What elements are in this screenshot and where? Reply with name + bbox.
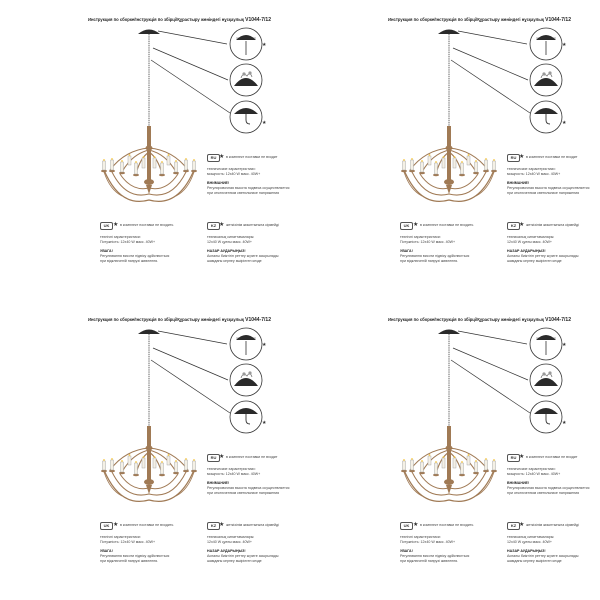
ru-specs-title: технические характеристики: <box>207 167 256 171</box>
pointer-line <box>153 348 228 380</box>
lang-badge-kz: KZ <box>507 522 520 530</box>
svg-text:★: ★ <box>562 42 567 48</box>
lang-badge-kz: KZ <box>207 522 220 530</box>
star-icon: ★ <box>219 454 225 460</box>
kz-warning-line1: Аспалы биіктігін реттеу жүзеге асырылады <box>507 254 579 258</box>
chandelier-body <box>101 126 197 201</box>
star-icon: ★ <box>413 222 419 228</box>
uk-warning-line1: Регулювання висоти підвісу здійснюється <box>100 554 170 558</box>
kz-warning-line2: шамдағы кернеу өшірілген кезде <box>207 259 262 263</box>
lang-badge-ru: RU <box>507 154 520 162</box>
ru-warning-title: ВНИМАНИЕ! <box>207 481 230 485</box>
uk-warning-line1: Регулювання висоти підвісу здійснюється <box>100 254 170 258</box>
kz-warning-line1: Аспалы биіктігін реттеу жүзеге асырылады <box>507 554 579 558</box>
pointer-line <box>158 331 227 344</box>
ru-warning-title: ВНИМАНИЕ! <box>207 181 230 185</box>
pointer-line <box>151 360 230 413</box>
pointer-line <box>458 331 527 344</box>
model-number: V1044-7/12 <box>245 317 271 323</box>
lang-badge-ru: RU <box>207 454 220 462</box>
model-number: V1044-7/12 <box>545 317 571 323</box>
instruction-sheet <box>0 300 300 600</box>
kz-warning-line2: шамдағы кернеу өшірілген кезде <box>507 259 562 263</box>
kz-specs-line: 12х40 W қуаты макс. 40W+ <box>507 540 553 544</box>
kz-specs-title: техникалық сипаттамалары: <box>207 535 255 539</box>
svg-text:★: ★ <box>262 420 267 426</box>
detail-circle-hook <box>230 101 267 133</box>
ru-specs-line: мощность: 12х40 W макс. 40W+ <box>507 172 561 176</box>
ru-warning-line1: Регулировочная высота подвеса осуществляется <box>207 486 290 490</box>
chandelier-body <box>401 126 497 201</box>
header-title: Инструкция по сборке/Інструкція по збірці/Құрастыру жөніндегі нұсқаулық <box>388 317 544 322</box>
pointer-line <box>151 60 230 113</box>
ru-not-included: в комплект поставки не входит <box>226 455 278 459</box>
ru-warning-line1: Регулировочная высота подвеса осуществляется <box>207 186 290 190</box>
uk-warning-line2: при відключеній напрузі живлення. <box>100 259 159 263</box>
ceiling-canopy <box>438 30 460 35</box>
chandelier-body <box>101 426 197 501</box>
uk-specs-title: технічні характеристики: <box>400 535 441 539</box>
star-icon: ★ <box>219 154 225 160</box>
instruction-sheet <box>0 0 300 300</box>
star-icon: ★ <box>519 454 525 460</box>
detail-circle-mount <box>530 328 567 360</box>
ru-warning-line1: Регулировочная высота подвеса осуществляется <box>507 186 590 190</box>
ru-warning-line2: при отключенном светильнике напряжения <box>207 191 280 195</box>
lang-badge-uk: UK <box>400 222 413 230</box>
pointer-line <box>458 31 527 44</box>
kz-specs-title: техникалық сипаттамалары: <box>507 235 555 239</box>
pointer-line <box>158 31 227 44</box>
uk-warning-title: УВАГА! <box>100 549 113 553</box>
pointer-line <box>453 348 528 380</box>
pointer-line <box>453 48 528 80</box>
header-title: Инструкция по сборке/Інструкція по збірці/Құрастыру жөніндегі нұсқаулық <box>88 17 244 22</box>
uk-not-included: в комплект поставки не входить <box>120 223 174 227</box>
detail-circle-wiring <box>230 64 262 96</box>
ru-not-included: в комплект поставки не входит <box>526 155 578 159</box>
kz-not-included: жеткізілім жиынтығына кірмейді <box>226 223 279 227</box>
pointer-line <box>451 60 530 113</box>
ru-specs-line: мощность: 12х40 W макс. 40W+ <box>207 472 261 476</box>
uk-specs-title: технічні характеристики: <box>100 235 141 239</box>
ceiling-canopy <box>438 330 460 335</box>
detail-circle-mount <box>530 28 567 60</box>
ru-warning-line1: Регулировочная высота подвеса осуществляется <box>507 486 590 490</box>
lang-badge-ru: RU <box>507 454 520 462</box>
uk-warning-line2: при відключеній напрузі живлення. <box>400 259 459 263</box>
uk-not-included: в комплект поставки не входить <box>120 523 174 527</box>
star-icon: ★ <box>219 522 225 528</box>
ru-not-included: в комплект поставки не входит <box>226 155 278 159</box>
ru-warning-line2: при отключенном светильнике напряжения <box>507 491 580 495</box>
ru-specs-title: технические характеристики: <box>507 167 556 171</box>
kz-not-included: жеткізілім жиынтығына кірмейді <box>526 223 579 227</box>
uk-warning-title: УВАГА! <box>400 549 413 553</box>
detail-circle-hook <box>530 101 567 133</box>
kz-warning-line1: Аспалы биіктігін реттеу жүзеге асырылады <box>207 554 279 558</box>
ru-specs-line: мощность: 12х40 W макс. 40W+ <box>507 472 561 476</box>
header-title: Инструкция по сборке/Інструкція по збірці/Құрастыру жөніндегі нұсқаулық <box>388 17 544 22</box>
uk-not-included: в комплект поставки не входить <box>420 223 474 227</box>
ru-warning-title: ВНИМАНИЕ! <box>507 181 530 185</box>
kz-not-included: жеткізілім жиынтығына кірмейді <box>526 523 579 527</box>
ru-warning-title: ВНИМАНИЕ! <box>507 481 530 485</box>
header-title: Инструкция по сборке/Інструкція по збірці/Құрастыру жөніндегі нұсқаулық <box>88 317 244 322</box>
svg-text:★: ★ <box>562 342 567 348</box>
ru-not-included: в комплект поставки не входит <box>526 455 578 459</box>
uk-specs-title: технічні характеристики: <box>400 235 441 239</box>
kz-warning-line1: Аспалы биіктігін реттеу жүзеге асырылады <box>207 254 279 258</box>
uk-specs-line: Потужність: 12х40 W макс. 40W+ <box>100 540 156 544</box>
pointer-line <box>153 48 228 80</box>
uk-specs-line: Потужність: 12х40 W макс. 40W+ <box>400 240 456 244</box>
lang-badge-kz: KZ <box>207 222 220 230</box>
star-icon: ★ <box>413 522 419 528</box>
instruction-sheet <box>300 300 600 600</box>
model-number: V1044-7/12 <box>245 17 271 23</box>
kz-specs-line: 12х40 W қуаты макс. 40W+ <box>507 240 553 244</box>
ceiling-canopy <box>138 330 160 335</box>
kz-specs-title: техникалық сипаттамалары: <box>507 535 555 539</box>
kz-specs-line: 12х40 W қуаты макс. 40W+ <box>207 240 253 244</box>
kz-warning-line2: шамдағы кернеу өшірілген кезде <box>507 559 562 563</box>
lang-badge-ru: RU <box>207 154 220 162</box>
svg-text:★: ★ <box>562 420 567 426</box>
uk-warning-title: УВАГА! <box>400 249 413 253</box>
ceiling-canopy <box>138 30 160 35</box>
kz-warning-title: НАЗАР АУДАРЫҢЫЗ! <box>207 549 246 553</box>
chandelier-body <box>401 426 497 501</box>
kz-warning-title: НАЗАР АУДАРЫҢЫЗ! <box>207 249 246 253</box>
star-icon: ★ <box>219 222 225 228</box>
svg-text:★: ★ <box>262 342 267 348</box>
detail-circle-wiring <box>230 364 262 396</box>
svg-text:★: ★ <box>562 120 567 126</box>
star-icon: ★ <box>519 154 525 160</box>
svg-text:★: ★ <box>262 42 267 48</box>
uk-specs-title: технічні характеристики: <box>100 535 141 539</box>
detail-circle-hook <box>530 401 567 433</box>
star-icon: ★ <box>113 522 119 528</box>
detail-circle-wiring <box>530 64 562 96</box>
model-number: V1044-7/12 <box>545 17 571 23</box>
uk-warning-title: УВАГА! <box>100 249 113 253</box>
uk-warning-line1: Регулювання висоти підвісу здійснюється <box>400 254 470 258</box>
kz-specs-title: техникалық сипаттамалары: <box>207 235 255 239</box>
uk-specs-line: Потужність: 12х40 W макс. 40W+ <box>100 240 156 244</box>
kz-warning-title: НАЗАР АУДАРЫҢЫЗ! <box>507 549 546 553</box>
detail-circle-mount <box>230 328 267 360</box>
uk-not-included: в комплект поставки не входить <box>420 523 474 527</box>
svg-text:★: ★ <box>262 120 267 126</box>
uk-warning-line2: при відключеній напрузі живлення. <box>100 559 159 563</box>
kz-warning-line2: шамдағы кернеу өшірілген кезде <box>207 559 262 563</box>
pointer-line <box>451 360 530 413</box>
ru-specs-title: технические характеристики: <box>207 467 256 471</box>
ru-specs-title: технические характеристики: <box>507 467 556 471</box>
instruction-sheet <box>300 0 600 300</box>
star-icon: ★ <box>519 522 525 528</box>
kz-warning-title: НАЗАР АУДАРЫҢЫЗ! <box>507 249 546 253</box>
lang-badge-uk: UK <box>100 522 113 530</box>
ru-warning-line2: при отключенном светильнике напряжения <box>507 191 580 195</box>
detail-circle-mount <box>230 28 267 60</box>
ru-warning-line2: при отключенном светильнике напряжения <box>207 491 280 495</box>
uk-warning-line1: Регулювання висоти підвісу здійснюється <box>400 554 470 558</box>
star-icon: ★ <box>519 222 525 228</box>
ru-specs-line: мощность: 12х40 W макс. 40W+ <box>207 172 261 176</box>
uk-specs-line: Потужність: 12х40 W макс. 40W+ <box>400 540 456 544</box>
uk-warning-line2: при відключеній напрузі живлення. <box>400 559 459 563</box>
kz-specs-line: 12х40 W қуаты макс. 40W+ <box>207 540 253 544</box>
kz-not-included: жеткізілім жиынтығына кірмейді <box>226 523 279 527</box>
lang-badge-uk: UK <box>400 522 413 530</box>
lang-badge-uk: UK <box>100 222 113 230</box>
detail-circle-wiring <box>530 364 562 396</box>
star-icon: ★ <box>113 222 119 228</box>
lang-badge-kz: KZ <box>507 222 520 230</box>
detail-circle-hook <box>230 401 267 433</box>
